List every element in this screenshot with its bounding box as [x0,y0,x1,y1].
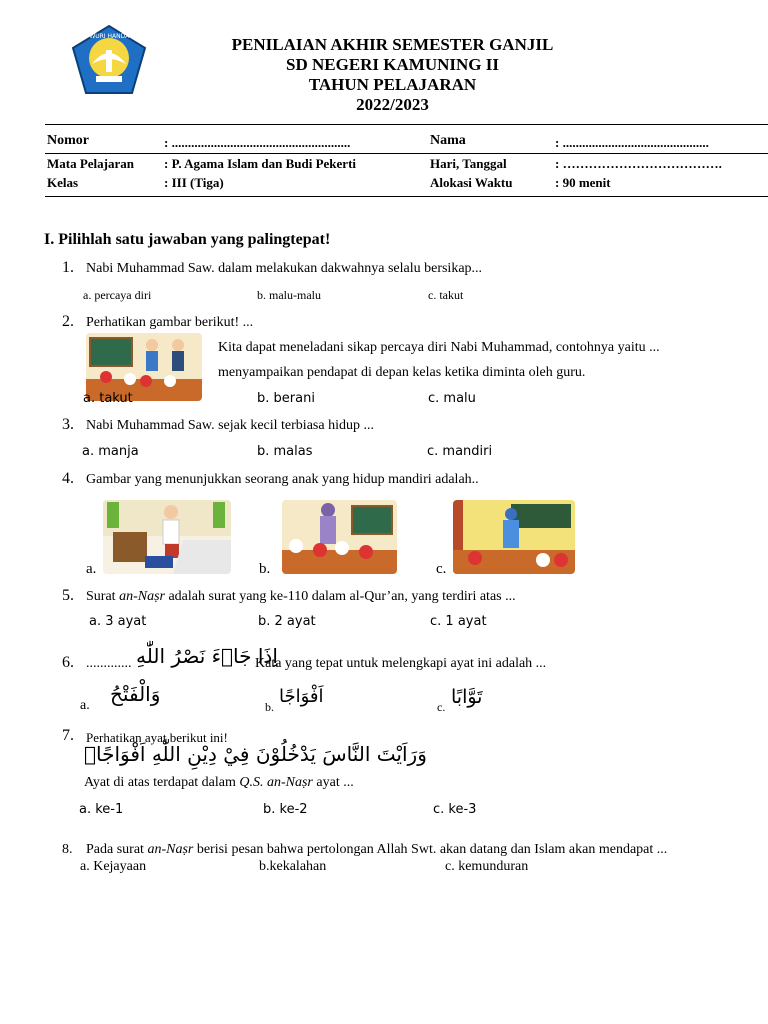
nama-value: : ............................................. [555,135,709,150]
q1-number: 1. [62,259,74,276]
q8-text-pre: Pada surat [86,842,148,857]
q7-question-pre: Ayat di atas terdapat dalam [84,775,240,790]
q6-option-a-arabic: وَالْفَتْحُ [110,682,161,706]
logo-text: TUT WURI HANDAYANI [75,33,143,40]
q3-number: 3. [62,416,74,433]
q5-option-b: b. 2 ayat [258,614,316,629]
q3-option-c: c. mandiri [427,444,493,459]
q7-option-a: a. ke-1 [79,802,124,817]
q2-option-a: a. takut [83,391,133,406]
q8-text-em: an-Naṣr [147,842,194,857]
q8-number: 8. [62,842,73,857]
q4-image-c [453,500,575,574]
q8-text-post: berisi pesan bahwa pertolongan Allah Swt. akan datang dan Islam akan mendapat ... [193,842,668,857]
q5-option-c: c. 1 ayat [430,614,487,629]
q5-text-post: adalah surat yang ke-110 dalam al-Qur’an, yang terdiri atas ... [164,589,516,604]
q5-text [86,589,516,605]
hari-value: : ………………………………. [555,156,722,171]
q5-number: 5. [62,587,74,604]
q8-option-b: b.kekalahan [259,859,327,874]
header-rule-bottom [45,196,768,197]
q4-option-c: c. [436,561,447,577]
hari-label: Hari, Tanggal [430,156,507,171]
q8-text [86,842,667,858]
q5-text-em: an-Naṣr [119,589,165,604]
q4-number: 4. [62,470,74,487]
section-title: I. Pilihlah satu jawaban yang palingtepat! [44,231,331,248]
q5-option-a: a. 3 ayat [89,614,147,629]
q7-text: Perhatikan ayat berikut ini! [86,730,228,745]
nomor-value: : ....................................................... [164,135,351,150]
q7-question-em: Q.S. an-Naṣr [239,775,313,790]
q1-option-b: b. malu-malu [257,288,321,302]
q6-option-a: a. [80,698,90,713]
q6-text: Kata yang tepat untuk melengkapi ayat ini adalah ... [255,656,547,671]
q7-number: 7. [62,727,74,744]
q8-option-c: c. kemunduran [445,859,529,874]
q3-option-a: a. manja [82,444,139,459]
info-rule [45,153,768,154]
nomor-label: Nomor [47,133,89,148]
q6-option-b-arabic: اَفْوَاجًا [279,686,324,707]
q4-image-a [103,500,231,574]
q4-text: Gambar yang menunjukkan seorang anak yang hidup mandiri adalah.. [86,472,479,487]
q2-option-b: b. berani [257,391,315,406]
q2-line-1: Kita dapat meneladani sikap percaya diri Nabi Muhammad, contohnya yaitu ... [218,340,660,355]
q2-option-c: c. malu [428,391,476,406]
kelas-value: : III (Tiga) [164,175,224,190]
q6-option-c: c. [437,700,446,714]
q4-option-a: a. [86,561,97,577]
header-line-3: TAHUN PELAJARAN [308,75,477,94]
header-line-2: SD NEGERI KAMUNING II [286,55,499,74]
q7-arabic-verse: وَرَاَيْتَ النَّاسَ يَدْخُلُوْنَ فِيْ دِيْنِ اللّٰهِ اَفْوَاجًاۙ [84,742,427,766]
q6-number: 6. [62,654,74,671]
q6-option-c-arabic: تَوَّابًا [451,686,483,708]
q6-option-b: b. [265,700,274,714]
q4-image-b [282,500,397,574]
q6-arabic-verse: اِذَا جَاۤءَ نَصْرُ اللّٰهِ [136,644,278,668]
q2-text: Perhatikan gambar berikut! ... [86,315,254,330]
q7-option-c: c. ke-3 [433,802,477,817]
header-line-1: PENILAIAN AKHIR SEMESTER GANJIL [231,35,554,54]
q7-question-post: ayat ... [312,775,354,790]
q8-option-a: a. Kejayaan [80,859,147,874]
q7-question [84,775,354,791]
q3-option-b: b. malas [257,444,313,459]
q3-text: Nabi Muhammad Saw. sejak kecil terbiasa hidup ... [86,418,374,433]
q5-text-pre: Surat [86,589,120,604]
q2-number: 2. [62,313,74,330]
kelas-label: Kelas [47,175,79,190]
header-rule-top [45,124,768,125]
mapel-value: : P. Agama Islam dan Budi Pekerti [164,156,357,171]
q1-option-a: a. percaya diri [83,288,152,302]
q1-option-c: c. takut [428,288,464,302]
q6-dots: ............. [86,656,132,671]
q4-option-b: b. [259,561,271,577]
mapel-label: Mata Pelajaran [47,156,135,171]
q2-line-2: menyampaikan pendapat di depan kelas ketika diminta oleh guru. [218,365,586,380]
alokasi-value: : 90 menit [555,175,611,190]
header-line-4: 2022/2023 [356,95,429,114]
school-logo [70,24,148,96]
q1-text: Nabi Muhammad Saw. dalam melakukan dakwahnya selalu bersikap... [86,261,483,276]
nama-label: Nama [430,133,466,148]
alokasi-label: Alokasi Waktu [430,175,513,190]
q7-option-b: b. ke-2 [263,802,308,817]
